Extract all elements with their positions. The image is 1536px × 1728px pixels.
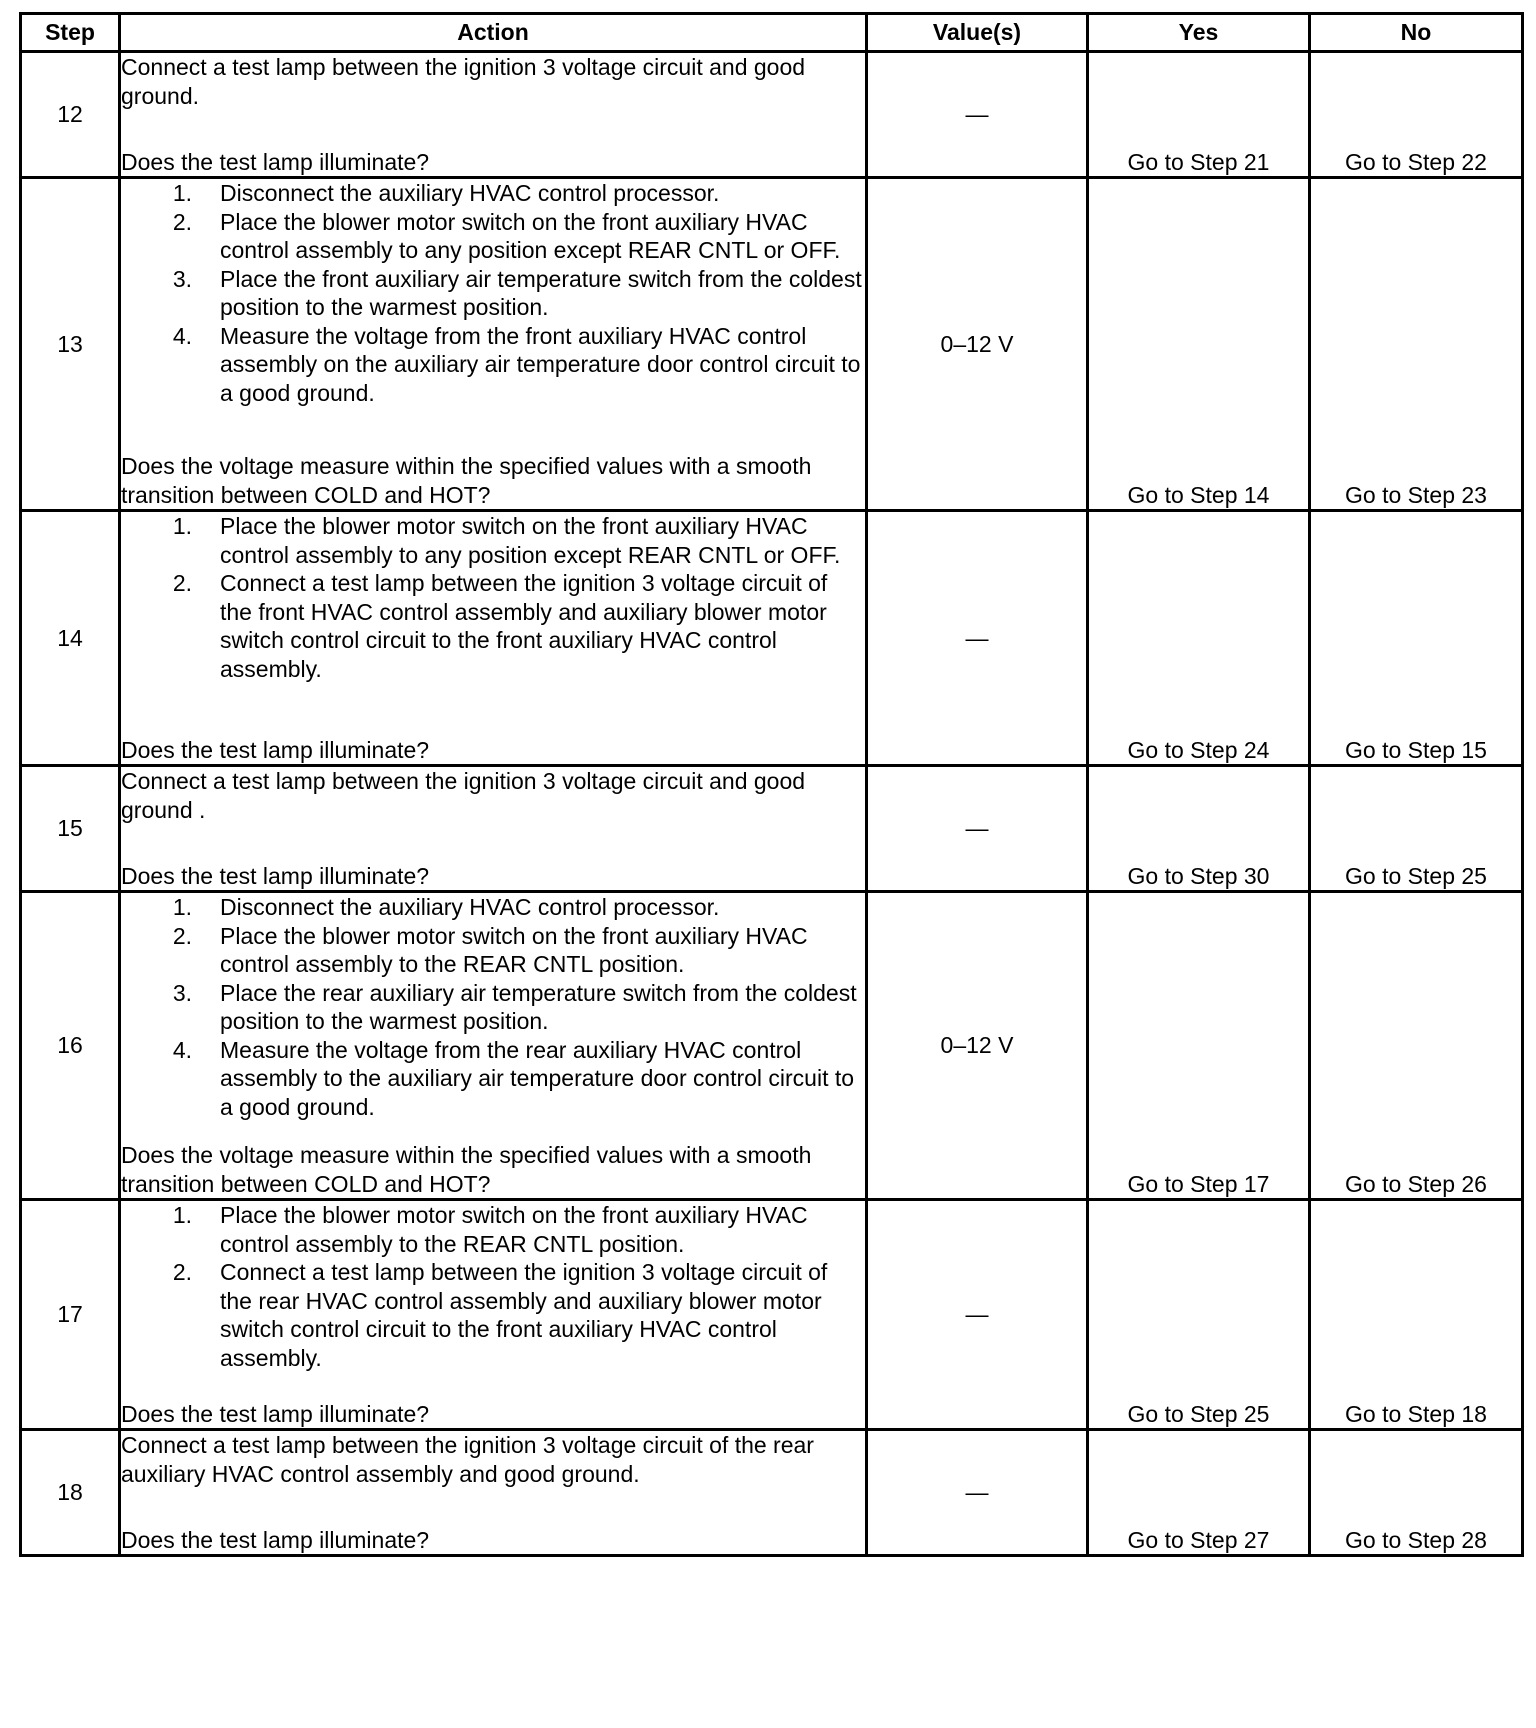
step-number: 18: [21, 1430, 120, 1556]
list-item: [121, 322, 865, 408]
list-item-text: Place the blower motor switch on the front auxiliary HVAC control assembly to any position except REAR CNTL or OFF.: [220, 513, 841, 568]
action-instruction: Connect a test lamp between the ignition 3 voltage circuit and good ground .: [121, 768, 806, 823]
step-number: 13: [21, 178, 120, 511]
value-cell: —: [867, 766, 1088, 892]
action-question: Does the test lamp illuminate?: [121, 1400, 430, 1427]
action-instruction: Connect a test lamp between the ignition 3 voltage circuit of the rear auxiliary HVAC control assembly and good ground.: [121, 1432, 814, 1487]
list-item: [121, 922, 865, 979]
list-item: [121, 1036, 865, 1122]
yes-result: Go to Step 24: [1088, 511, 1310, 766]
list-item-number: 4.: [172, 322, 192, 349]
table-row: [21, 1200, 1523, 1430]
list-item-number: 2.: [172, 208, 192, 235]
action-steps-list: [121, 1201, 865, 1372]
no-result: Go to Step 15: [1310, 511, 1523, 766]
value-cell: —: [867, 1200, 1088, 1430]
no-result: Go to Step 28: [1310, 1430, 1523, 1556]
list-item: [121, 1258, 865, 1372]
action-question: Does the voltage measure within the specified values with a smooth transition between COLD and HOT?: [121, 453, 812, 508]
step-number: 16: [21, 892, 120, 1200]
action-cell: [120, 511, 867, 766]
no-result: Go to Step 18: [1310, 1200, 1523, 1430]
table-header-row: [21, 14, 1523, 52]
action-cell: [120, 52, 867, 178]
list-item-number: 1.: [172, 1202, 192, 1228]
header-step: Step: [21, 14, 120, 52]
yes-result: Go to Step 21: [1088, 52, 1310, 178]
list-item-text: Connect a test lamp between the ignition 3 voltage circuit of the front HVAC control assembly and auxiliary blower motor switch control circuit to the front auxiliary HVAC control assembly.: [220, 570, 828, 682]
list-item-text: Place the blower motor switch on the front auxiliary HVAC control assembly to any position except REAR CNTL or OFF.: [220, 208, 841, 263]
no-result: Go to Step 25: [1310, 766, 1523, 892]
value-cell: —: [867, 511, 1088, 766]
list-item-text: Disconnect the auxiliary HVAC control processor.: [220, 894, 720, 920]
action-question: Does the test lamp illuminate?: [121, 736, 430, 763]
action-steps-list: [121, 179, 865, 407]
action-steps-list: [121, 512, 865, 683]
step-number: 17: [21, 1200, 120, 1430]
yes-result: Go to Step 14: [1088, 178, 1310, 511]
list-item-number: 2.: [172, 1259, 192, 1285]
action-cell: [120, 178, 867, 511]
header-values: Value(s): [867, 14, 1088, 52]
list-item-text: Place the rear auxiliary air temperature switch from the coldest position to the warmest position.: [220, 979, 857, 1034]
no-result: Go to Step 26: [1310, 892, 1523, 1200]
list-item: [121, 208, 865, 265]
action-instruction: Connect a test lamp between the ignition 3 voltage circuit and good ground.: [121, 54, 806, 109]
list-item-text: Measure the voltage from the front auxiliary HVAC control assembly on the auxiliary air temperature door control circuit to a good ground.: [220, 322, 861, 406]
list-item-number: 3.: [172, 265, 192, 292]
list-item-text: Place the blower motor switch on the front auxiliary HVAC control assembly to the REAR CNTL position.: [220, 1202, 808, 1257]
action-cell: [120, 1200, 867, 1430]
action-question: Does the test lamp illuminate?: [121, 862, 430, 889]
step-number: 15: [21, 766, 120, 892]
value-cell: 0–12 V: [867, 892, 1088, 1200]
step-number: 14: [21, 511, 120, 766]
table-row: [21, 511, 1523, 766]
yes-result: Go to Step 25: [1088, 1200, 1310, 1430]
table-row: [21, 52, 1523, 178]
diagnostic-table: [19, 12, 1524, 1557]
list-item: [121, 569, 865, 683]
list-item-text: Disconnect the auxiliary HVAC control processor.: [220, 180, 720, 206]
no-result: Go to Step 23: [1310, 178, 1523, 511]
yes-result: Go to Step 30: [1088, 766, 1310, 892]
value-cell: —: [867, 1430, 1088, 1556]
yes-result: Go to Step 27: [1088, 1430, 1310, 1556]
list-item-text: Measure the voltage from the rear auxiliary HVAC control assembly to the auxiliary air temperature door control circuit to a good ground.: [220, 1036, 855, 1120]
no-result: Go to Step 22: [1310, 52, 1523, 178]
list-item: [121, 265, 865, 322]
list-item-number: 2.: [172, 922, 192, 949]
list-item-number: 1.: [172, 513, 192, 539]
action-question: Does the voltage measure within the specified values with a smooth transition between COLD and HOT?: [121, 1142, 812, 1197]
list-item-number: 1.: [172, 180, 192, 206]
yes-result: Go to Step 17: [1088, 892, 1310, 1200]
list-item: [121, 979, 865, 1036]
action-question: Does the test lamp illuminate?: [121, 148, 430, 175]
table-row: [21, 892, 1523, 1200]
list-item-number: 2.: [172, 570, 192, 596]
list-item-text: Place the front auxiliary air temperature switch from the coldest position to the warmest position.: [220, 265, 862, 320]
action-cell: [120, 766, 867, 892]
table-row: [21, 766, 1523, 892]
action-cell: [120, 1430, 867, 1556]
list-item: [121, 512, 865, 569]
list-item: [121, 179, 865, 208]
header-action: Action: [120, 14, 867, 52]
list-item-number: 4.: [172, 1036, 192, 1063]
header-no: No: [1310, 14, 1523, 52]
action-steps-list: [121, 893, 865, 1121]
list-item: [121, 893, 865, 922]
value-cell: 0–12 V: [867, 178, 1088, 511]
list-item-number: 3.: [172, 979, 192, 1006]
table-row: [21, 178, 1523, 511]
list-item-number: 1.: [172, 894, 192, 920]
action-cell: [120, 892, 867, 1200]
list-item-text: Connect a test lamp between the ignition 3 voltage circuit of the rear HVAC control assembly and auxiliary blower motor switch control circuit to the front auxiliary HVAC control assembly.: [220, 1259, 828, 1371]
list-item: [121, 1201, 865, 1258]
list-item-text: Place the blower motor switch on the front auxiliary HVAC control assembly to the REAR CNTL position.: [220, 922, 808, 977]
value-cell: —: [867, 52, 1088, 178]
action-question: Does the test lamp illuminate?: [121, 1526, 430, 1553]
header-yes: Yes: [1088, 14, 1310, 52]
step-number: 12: [21, 52, 120, 178]
table-row: [21, 1430, 1523, 1556]
